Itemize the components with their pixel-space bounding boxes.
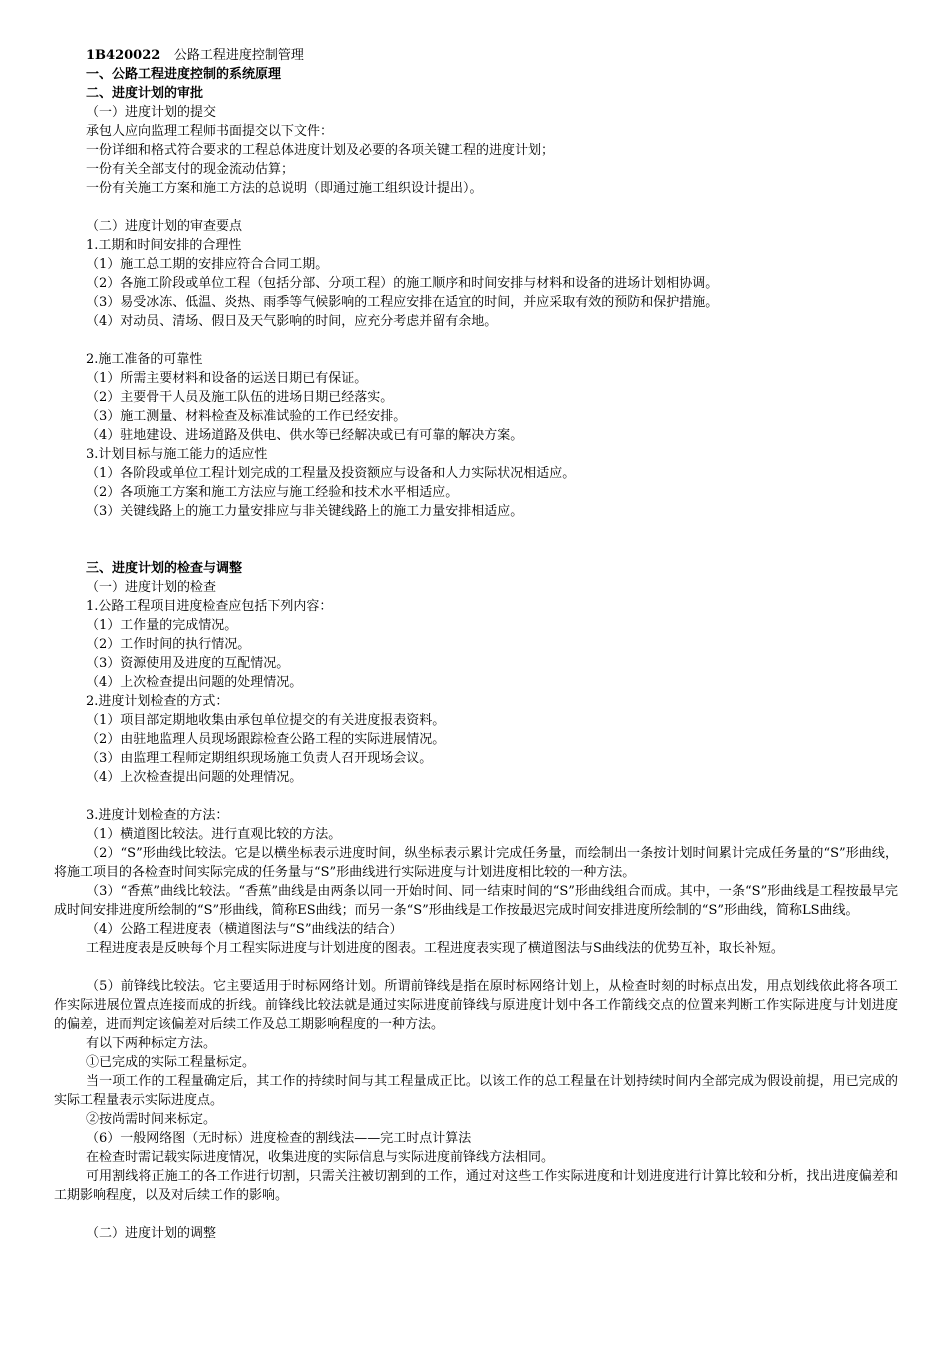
method-5-option-2: ②按尚需时间来标定。 bbox=[86, 1112, 217, 1127]
review-1-title: 1.工期和时间安排的合理性 bbox=[86, 238, 242, 253]
review-1-item: （4）对动员、清场、假日及天气影响的时间，应充分考虑并留有余地。 bbox=[86, 314, 498, 329]
method-6: （6）一般网络图（无时标）进度检查的割线法——完工时点计算法 bbox=[86, 1131, 472, 1146]
submit-item: 一份有关全部支付的现金流动估算； bbox=[86, 162, 295, 177]
submit-item: 一份有关施工方案和施工方法的总说明（即通过施工组织设计提出）。 bbox=[86, 181, 483, 196]
review-3-title: 3.计划目标与施工能力的适应性 bbox=[86, 447, 268, 462]
method-6-body-1: 在检查时需记载实际进度情况，收集进度的实际信息与实际进度前锋线方法相同。 bbox=[86, 1150, 555, 1165]
submit-item: 一份详细和格式符合要求的工程总体进度计划及必要的各项关键工程的进度计划； bbox=[86, 143, 555, 158]
section-3-heading: 三、进度计划的检查与调整 bbox=[86, 561, 243, 576]
review-2-item: （2）主要骨干人员及施工队伍的进场日期已经落实。 bbox=[86, 390, 394, 405]
subsection-adjust: （二）进度计划的调整 bbox=[86, 1226, 217, 1241]
check-1-title: 1.公路工程项目进度检查应包括下列内容： bbox=[86, 599, 333, 614]
check-1-item: （2）工作时间的执行情况。 bbox=[86, 637, 251, 652]
subsection-check: （一）进度计划的检查 bbox=[86, 580, 217, 595]
check-2-item: （1）项目部定期地收集由承包单位提交的有关进度报表资料。 bbox=[86, 713, 446, 728]
check-2-item: （3）由监理工程师定期组织现场施工负责人召开现场会议。 bbox=[86, 751, 433, 766]
review-1-item: （2）各施工阶段或单位工程（包括分部、分项工程）的施工顺序和时间安排与材料和设备的进场计划相协调。 bbox=[86, 276, 719, 291]
method-4-body: 工程进度表是反映每个月工程实际进度与计划进度的图表。工程进度表实现了横道图法与S曲线法的优势互补，取长补短。 bbox=[86, 941, 784, 956]
method-5-option-1: ①已完成的实际工程量标定。 bbox=[86, 1055, 256, 1070]
review-2-item: （3）施工测量、材料检查及标准试验的工作已经安排。 bbox=[86, 409, 407, 424]
check-3-title: 3.进度计划检查的方法： bbox=[86, 808, 229, 823]
doc-title-code: 1B420022 bbox=[86, 48, 161, 63]
review-3-item: （2）各项施工方案和施工方法应与施工经验和技术水平相适应。 bbox=[86, 485, 459, 500]
method-5: （5）前锋线比较法。它主要适用于时标网络计划。所谓前锋线是指在原时标网络计划上，从检查时刻的时标点出发，用点划线依此将各项工作实际进展位置点连接而成的折线。前锋线比较法就是通过实际进度前锋线与原进度计划中各工作箭线交点的位置来判断工作实际进度与计划进度的偏差，进而判定该偏差对后续工作及总工期影响程度的一种方法。 bbox=[54, 979, 898, 1032]
method-1: （1）横道图比较法。进行直观比较的方法。 bbox=[86, 827, 342, 842]
method-6-body-2: 可用割线将正施工的各工作进行切割，只需关注被切割到的工作，通过对这些工作实际进度和计划进度进行计算比较和分析，找出进度偏差和工期影响程度，以及对后续工作的影响。 bbox=[54, 1169, 898, 1203]
check-1-item: （3）资源使用及进度的互配情况。 bbox=[86, 656, 290, 671]
check-1-item: （4）上次检查提出问题的处理情况。 bbox=[86, 675, 303, 690]
review-1-item: （1）施工总工期的安排应符合合同工期。 bbox=[86, 257, 329, 272]
check-2-title: 2.进度计划检查的方式： bbox=[86, 694, 229, 709]
section-1-heading: 一、公路工程进度控制的系统原理 bbox=[86, 67, 282, 82]
review-2-title: 2.施工准备的可靠性 bbox=[86, 352, 203, 367]
check-1-item: （1）工作量的完成情况。 bbox=[86, 618, 238, 633]
method-2: （2）“S”形曲线比较法。它是以横坐标表示进度时间，纵坐标表示累计完成任务量，而绘制出一条按计划时间累计完成任务量的“S”形曲线，将施工项目的各检查时间实际完成的任务量与“S”形曲线进行实际进度与计划进度相比较的一种方法。 bbox=[54, 846, 898, 880]
method-5-intro: 有以下两种标定方法。 bbox=[86, 1036, 217, 1051]
method-3: （3）“香蕉”曲线比较法。“香蕉”曲线是由两条以同一开始时间、同一结束时间的“S”形曲线组合而成。其中，一条“S”形曲线是工程按最早完成时间安排进度所绘制的“S”形曲线，简称ES曲线；而另一条“S”形曲线是工作按最迟完成时间安排进度所绘制的“S”形曲线，简称LS曲线。 bbox=[54, 884, 898, 918]
document-page bbox=[54, 46, 898, 1243]
review-2-item: （4）驻地建设、进场道路及供电、供水等已经解决或已有可靠的解决方案。 bbox=[86, 428, 524, 443]
method-4: （4）公路工程进度表（横道图法与“S”曲线法的结合） bbox=[86, 922, 403, 937]
review-3-item: （1）各阶段或单位工程计划完成的工程量及投资额应与设备和人力实际状况相适应。 bbox=[86, 466, 576, 481]
check-2-item: （2）由驻地监理人员现场跟踪检查公路工程的实际进展情况。 bbox=[86, 732, 446, 747]
section-2-heading: 二、进度计划的审批 bbox=[86, 86, 204, 101]
review-1-item: （3）易受冰冻、低温、炎热、雨季等气候影响的工程应安排在适宜的时间，并应采取有效的预防和保护措施。 bbox=[86, 295, 719, 310]
method-5-option-1-body: 当一项工作的工程量确定后，其工作的持续时间与其工程量成正比。以该工作的总工程量在计划持续时间内全部完成为假设前提，用已完成的实际工程量表示实际进度点。 bbox=[54, 1074, 898, 1108]
submit-intro: 承包人应向监理工程师书面提交以下文件： bbox=[86, 124, 334, 139]
review-3-item: （3）关键线路上的施工力量安排应与非关键线路上的施工力量安排相适应。 bbox=[86, 504, 524, 519]
subsection-review: （二）进度计划的审查要点 bbox=[86, 219, 243, 234]
review-2-item: （1）所需主要材料和设备的运送日期已有保证。 bbox=[86, 371, 368, 386]
subsection-submit: （一）进度计划的提交 bbox=[86, 105, 217, 120]
check-2-item: （4）上次检查提出问题的处理情况。 bbox=[86, 770, 303, 785]
doc-title bbox=[86, 46, 898, 65]
doc-title-text: 公路工程进度控制管理 bbox=[173, 48, 304, 63]
